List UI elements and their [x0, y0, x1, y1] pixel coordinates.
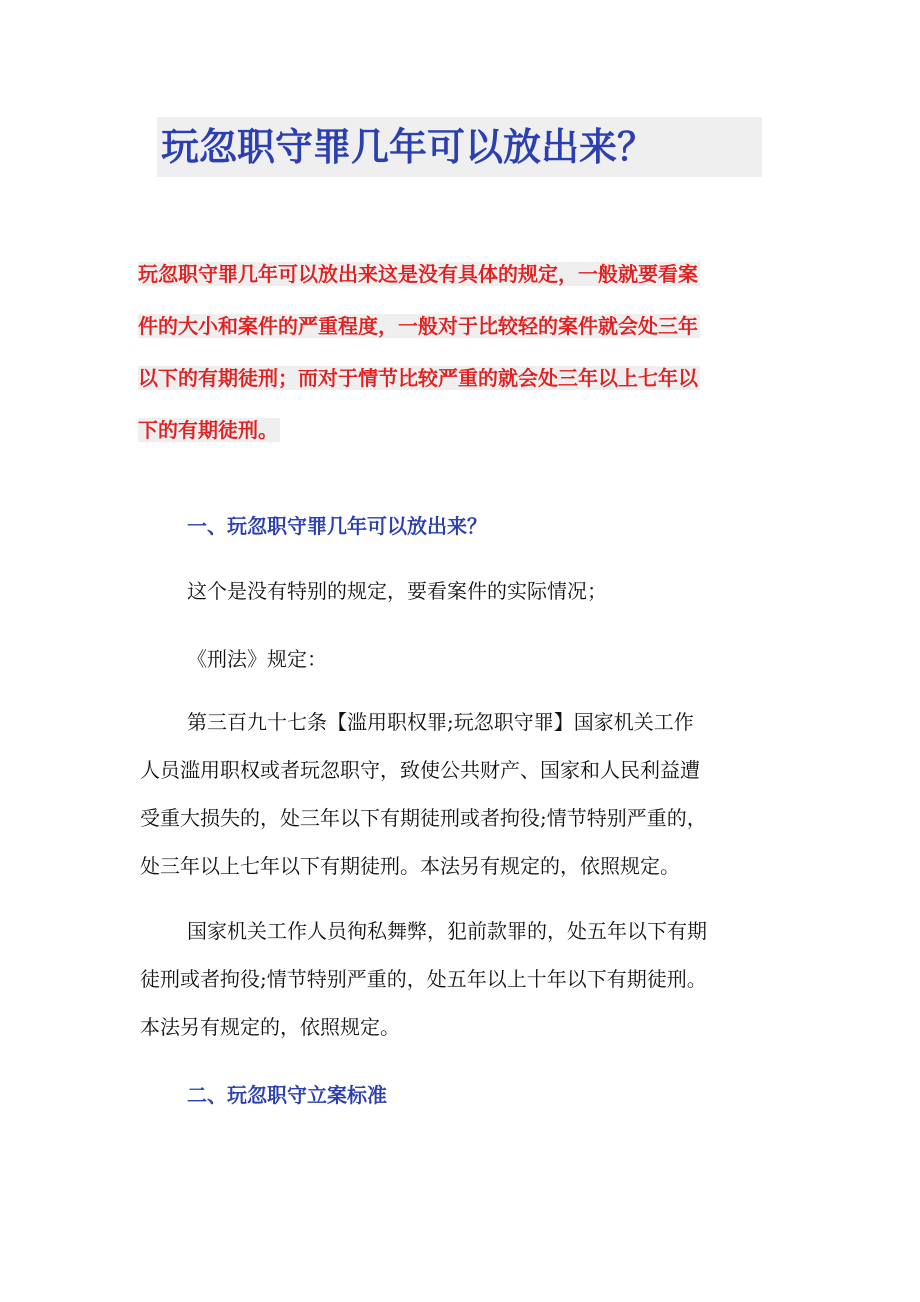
paragraph-line: 人员滥用职权或者玩忽职守，致使公共财产、国家和人民利益遭: [140, 758, 700, 782]
paragraph-line: 处三年以上七年以下有期徒刑。本法另有规定的，依照规定。: [140, 854, 680, 878]
summary-line: [138, 308, 782, 344]
section-heading-1: 一、玩忽职守罪几年可以放出来？: [187, 514, 487, 538]
paragraph-line: 第三百九十七条【滥用职权罪;玩忽职守罪】国家机关工作: [187, 710, 694, 734]
section-heading-2: 二、玩忽职守立案标准: [187, 1083, 387, 1107]
paragraph-line: 这个是没有特别的规定，要看案件的实际情况；: [187, 579, 607, 603]
body-paragraph-4: [140, 913, 780, 1057]
paragraph-line: 本法另有规定的，依照规定。: [140, 1015, 400, 1039]
summary-line: [138, 256, 782, 292]
summary-line-text: 下的有期徒刑。: [138, 418, 278, 442]
page-title: 玩忽职守罪几年可以放出来？: [157, 117, 762, 177]
paragraph-line: 《刑法》规定：: [187, 647, 327, 671]
body-paragraph-2: [140, 641, 780, 689]
paragraph-line: 国家机关工作人员徇私舞弊，犯前款罪的，处五年以下有期: [187, 919, 707, 943]
summary-paragraph: [138, 256, 782, 464]
paragraph-line: 徒刑或者拘役;情节特别严重的，处五年以上十年以下有期徒刑。: [140, 967, 707, 991]
body-paragraph-3: [140, 704, 780, 896]
summary-line-text: 玩忽职守罪几年可以放出来这是没有具体的规定，一般就要看案: [138, 262, 698, 286]
summary-line-text: 件的大小和案件的严重程度，一般对于比较轻的案件就会处三年: [138, 314, 698, 338]
summary-line: [138, 360, 782, 396]
summary-line: [138, 412, 782, 448]
body-paragraph-1: [140, 573, 780, 621]
summary-line-text: 以下的有期徒刑；而对于情节比较严重的就会处三年以上七年以: [138, 366, 698, 390]
paragraph-line: 受重大损失的，处三年以下有期徒刑或者拘役;情节特别严重的，: [140, 806, 707, 830]
